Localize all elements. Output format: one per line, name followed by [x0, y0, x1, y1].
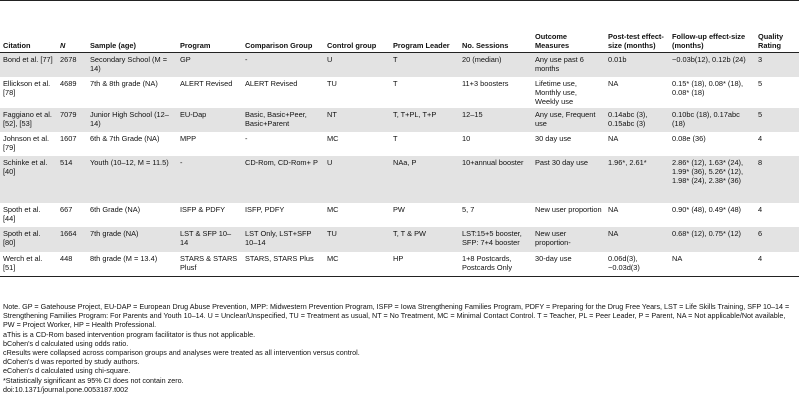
note-line: cResults were collapsed across comparison groups and analyses were treated as all intervention versus control.: [3, 348, 360, 358]
header-sessions: No. Sessions: [459, 1, 532, 53]
cell-citation: Werch et al. [51]: [0, 252, 57, 277]
header-row: [0, 1, 799, 53]
cell-comparison: -: [242, 53, 324, 77]
cell-leader: HP: [390, 252, 459, 277]
cell-sessions: 11+3 boosters: [462, 78, 509, 88]
cell-leader: T: [393, 133, 398, 143]
cell-control: TU: [324, 227, 390, 252]
table-body: [0, 53, 799, 277]
table-row: [0, 227, 799, 252]
cell-control: MC: [324, 252, 390, 277]
cell-program: STARS & STARS Plusf: [177, 252, 242, 277]
header-outcome: Outcome Measures: [532, 1, 605, 53]
table-row: [0, 252, 799, 277]
cell-n: 1607: [60, 133, 77, 143]
cell-program: LST & SFP 10–14: [177, 227, 242, 252]
table-row: [0, 108, 799, 132]
cell-program: EU-Dap: [177, 108, 242, 132]
cell-sessions: 12–15: [459, 108, 532, 132]
cell-control: U: [324, 156, 390, 203]
cell-leader: T: [393, 78, 398, 88]
header-n: N: [57, 1, 87, 53]
cell-leader: T: [390, 53, 459, 77]
cell-quality: 4: [755, 252, 799, 277]
cell-sample: Secondary School (M = 14): [87, 53, 177, 77]
header-sample: Sample (age): [87, 1, 177, 53]
cell-n: 667: [60, 204, 73, 214]
cell-followup: −0.03b(12), 0.12b (24): [669, 53, 755, 77]
cell-outcome: Any use, Frequent use: [532, 108, 605, 132]
cell-outcome: Past 30 day use: [532, 156, 605, 203]
cell-comparison: STARS, STARS Plus: [242, 252, 324, 277]
cell-outcome: New user proportion-: [532, 227, 605, 252]
cell-citation: Johnson et al. [79]: [3, 133, 50, 152]
cell-quality: 5: [758, 78, 763, 88]
table-row: [0, 53, 799, 77]
cell-outcome: New user proportion: [535, 204, 602, 214]
cell-citation: Bond et al. [77]: [0, 53, 57, 77]
cell-n: 514: [57, 156, 87, 203]
cell-sample: 6th & 7th Grade (NA): [90, 133, 160, 143]
cell-posttest: 1.96*, 2.61*: [605, 156, 669, 203]
header-control: Control group: [324, 1, 390, 53]
cell-citation: Spoth et al. [80]: [0, 227, 57, 252]
cell-leader: T, T & PW: [390, 227, 459, 252]
cell-sample: Junior High School (12–14): [87, 108, 177, 132]
header-comparison: Comparison Group: [242, 1, 324, 53]
cell-program: -: [177, 156, 242, 203]
header-posttest: Post-test effect-size (months): [605, 1, 669, 53]
cell-program: ALERT Revised: [180, 78, 233, 88]
cell-sessions: 20 (median): [459, 53, 532, 77]
cell-outcome: 30-day use: [532, 252, 605, 277]
cell-comparison: CD-Rom, CD-Rom+ P: [242, 156, 324, 203]
cell-followup: 0.90* (48), 0.49* (48): [672, 204, 742, 214]
cell-followup: 0.68* (12), 0.75* (12): [669, 227, 755, 252]
cell-program: ISFP & PDFY: [180, 204, 226, 214]
cell-followup: 0.15* (18), 0.08* (18), 0.08* (18): [672, 78, 744, 97]
cell-sample: 7th grade (NA): [87, 227, 177, 252]
cell-sample: 7th & 8th grade (NA): [90, 78, 158, 88]
cell-posttest: NA: [605, 227, 669, 252]
cell-comparison: -: [245, 133, 248, 143]
note-line: eCohen's d calculated using chi-square.: [3, 366, 131, 376]
cell-quality: 3: [755, 53, 799, 77]
header-quality: Quality Rating: [755, 1, 799, 53]
cell-posttest: NA: [608, 78, 619, 88]
cell-outcome: Any use past 6 months: [532, 53, 605, 77]
cell-followup: 2.86* (12), 1.63* (24), 1.99* (36), 5.26* (12), 1.98* (24), 2.38* (36): [669, 156, 755, 203]
cell-leader: NAa, P: [390, 156, 459, 203]
cell-posttest: NA: [608, 133, 619, 143]
cell-n: 448: [57, 252, 87, 277]
cell-n: 7079: [57, 108, 87, 132]
table-row: [0, 132, 799, 156]
cell-posttest: NA: [608, 204, 619, 214]
table-row: [0, 156, 799, 203]
cell-n: 4689: [60, 78, 77, 88]
cell-program: GP: [177, 53, 242, 77]
cell-posttest: 0.14abc (3), 0.15abc (3): [605, 108, 669, 132]
cell-sample: Youth (10–12, M = 11.5): [87, 156, 177, 203]
note-line: *Statistically significant as 95% CI does not contain zero.: [3, 375, 184, 385]
cell-n: 2678: [57, 53, 87, 77]
table-row: [0, 203, 799, 227]
cell-control: NT: [324, 108, 390, 132]
cell-followup: NA: [669, 252, 755, 277]
note-line: Note. GP = Gatehouse Project, EU-DAP = European Drug Abuse Prevention, MPP: Midwestern Prevention Program, ISFP = Iowa Strengthening Families Program, PDFY = Preparing for the Drug Free Years, LST = Life Skills Training, SFP 10–14 = Strengthening Families Program: For Parents and Youth 10–14. U = Unclear/Unspecified, TU = Treatment as usual, NT = No Treatment, MC = Minimal Contact Control. T = Teacher, PL = Peer Leader, P = Parent, NA = Not applicable/Not available, PW = Project Worker, HP = Health Professional.: [3, 302, 790, 330]
cell-quality: 6: [755, 227, 799, 252]
cell-citation: Spoth et al. [44]: [3, 204, 41, 223]
cell-leader: T, T+PL, T+P: [390, 108, 459, 132]
cell-quality: 5: [755, 108, 799, 132]
table-row: [0, 77, 799, 108]
cell-citation: Schinke et al. [40]: [0, 156, 57, 203]
cell-leader: PW: [393, 204, 405, 214]
cell-comparison: Basic, Basic+Peer, Basic+Parent: [242, 108, 324, 132]
cell-citation: Faggiano et al. [52], [53]: [0, 108, 57, 132]
cell-quality: 4: [758, 204, 763, 214]
cell-sample: 8th grade (M = 13.4): [87, 252, 177, 277]
cell-citation: Ellickson et al. [78]: [3, 78, 51, 97]
cell-sessions: LST:15+5 booster, SFP: 7+4 booster: [459, 227, 532, 252]
cell-posttest: 0.06d(3), −0.03d(3): [605, 252, 669, 277]
cell-followup: 0.08e (36): [672, 133, 706, 143]
cell-sessions: 1+8 Postcards, Postcards Only: [459, 252, 532, 277]
header-leader: Program Leader: [390, 1, 459, 53]
cell-outcome: Lifetime use, Monthly use, Weekly use: [535, 78, 577, 106]
note-line: bCohen's d calculated using odds ratio.: [3, 338, 129, 348]
cell-posttest: 0.01b: [605, 53, 669, 77]
cell-sessions: 10: [462, 133, 471, 143]
cell-quality: 8: [755, 156, 799, 203]
cell-comparison: ISFP, PDFY: [245, 204, 285, 214]
cell-sample: 6th Grade (NA): [90, 204, 141, 214]
cell-sessions: 10+annual booster: [459, 156, 532, 203]
cell-outcome: 30 day use: [535, 133, 572, 143]
cell-program: MPP: [180, 133, 197, 143]
cell-followup: 0.10bc (18), 0.17abc (18): [669, 108, 755, 132]
header-program: Program: [177, 1, 242, 53]
note-line: dCohen's d was reported by study authors.: [3, 357, 140, 367]
cell-control: MC: [327, 133, 339, 143]
cell-control: U: [324, 53, 390, 77]
table-notes: [3, 302, 796, 394]
cell-comparison: ALERT Revised: [245, 78, 298, 88]
cell-n: 1664: [57, 227, 87, 252]
cell-quality: 4: [758, 133, 763, 143]
cell-control: MC: [327, 204, 339, 214]
header-citation: Citation: [0, 1, 57, 53]
header-followup: Follow-up effect-size (months): [669, 1, 755, 53]
doi-line: doi:10.1371/journal.pone.0053187.t002: [3, 384, 129, 394]
cell-control: TU: [327, 78, 337, 88]
note-line: aThis is a CD-Rom based intervention program facilitator is thus not applicable.: [3, 329, 256, 339]
cell-comparison: LST Only, LST+SFP 10–14: [242, 227, 324, 252]
cell-sessions: 5, 7: [462, 204, 475, 214]
